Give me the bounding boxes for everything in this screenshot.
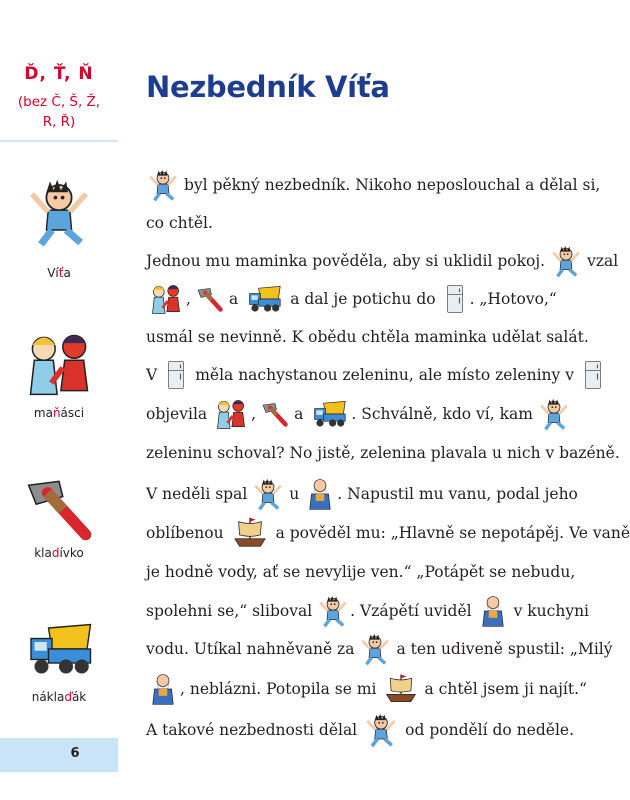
story-line-4: , a a dal je potichu do . „Hotovo,“: [146, 280, 557, 318]
story-line-12: spolehni se,“ sliboval . Vzápětí uviděl v kuchyni: [146, 592, 589, 630]
story-line-6: V měla nachystanou zeleninu, ale místo zeleniny v: [146, 356, 608, 394]
page-title: Nezbedník Víťa: [146, 70, 390, 104]
sidebar-note: (bez Č, Š, Ž, R, Ř): [17, 94, 101, 130]
story-line-10: oblíbenou a pověděl mu: „Hlavně se nepotápěj. Ve vaně: [146, 514, 630, 552]
story-line-5: usmál se nevinně. K obědu chtěla maminka udělat salát.: [146, 328, 589, 346]
hammer-icon: [260, 399, 290, 429]
picto-nakladak: [0, 614, 118, 688]
story-line-15: A takové nezbednosti dělal od pondělí do neděle.: [146, 712, 574, 748]
story-line-3: Jednou mu maminka pověděla, aby si uklidil pokoj. vzal: [146, 244, 618, 278]
grandpa-icon: [476, 592, 510, 630]
truck-icon: [307, 396, 351, 432]
sidebar-header: [0, 54, 118, 142]
story-line-9: V neděli spal u . Napustil mu vanu, podal jeho: [146, 476, 578, 512]
caption-kladivko: kladívko: [34, 546, 84, 560]
picto-kladivko: [0, 470, 118, 550]
picto-vita: [0, 176, 118, 252]
puppets-icon: [21, 326, 97, 402]
puppets-icon: [146, 281, 186, 317]
story-line-11: je hodně vody, ať se nevylije ven.“ „Potápět se nebudu,: [146, 563, 576, 581]
grandpa-icon: [303, 476, 337, 512]
boy-icon: [23, 176, 95, 248]
truck-icon: [19, 614, 99, 684]
boy-icon: [316, 594, 350, 628]
story-line-7: objevila , a . Schválně, kdo ví, kam: [146, 396, 571, 432]
fridge-icon: [578, 356, 608, 394]
caption-manasci: maňásci: [33, 406, 85, 420]
boy-icon: [549, 244, 583, 278]
page-number: 6: [70, 746, 80, 761]
fridge-icon: [440, 280, 470, 318]
hammer-icon: [21, 470, 97, 546]
caption-vita: Víťa: [47, 266, 71, 280]
sidebar-letters: Ď, Ť, Ň: [24, 64, 94, 84]
caption-nakladak: náklaďák: [31, 690, 87, 704]
story-line-14: , neblázni. Potopila se mi a chtěl jsem ji najít.“: [146, 670, 587, 708]
boy-icon: [361, 712, 401, 748]
boy-icon: [537, 397, 571, 431]
hammer-icon: [195, 284, 225, 314]
boy-icon: [146, 168, 180, 202]
ship-icon: [381, 671, 421, 707]
story-line-2: co chtěl.: [146, 214, 213, 232]
ship-icon: [228, 514, 272, 552]
puppets-icon: [211, 396, 251, 432]
grandpa-icon: [146, 670, 180, 708]
fridge-icon: [161, 356, 191, 394]
story-line-13: vodu. Utíkal nahněvaně za a ten udiveně spustil: „Milý: [146, 632, 613, 666]
story-line-8: zeleninu schoval? No jistě, zelenina plavala u nich v bazéně.: [146, 444, 620, 462]
boy-icon: [358, 632, 392, 666]
boy-icon: [251, 477, 285, 511]
picto-manasci: [0, 326, 118, 406]
story-line-1: byl pěkný nezbedník. Nikoho neposlouchal a dělal si,: [146, 168, 600, 202]
truck-icon: [242, 281, 286, 317]
